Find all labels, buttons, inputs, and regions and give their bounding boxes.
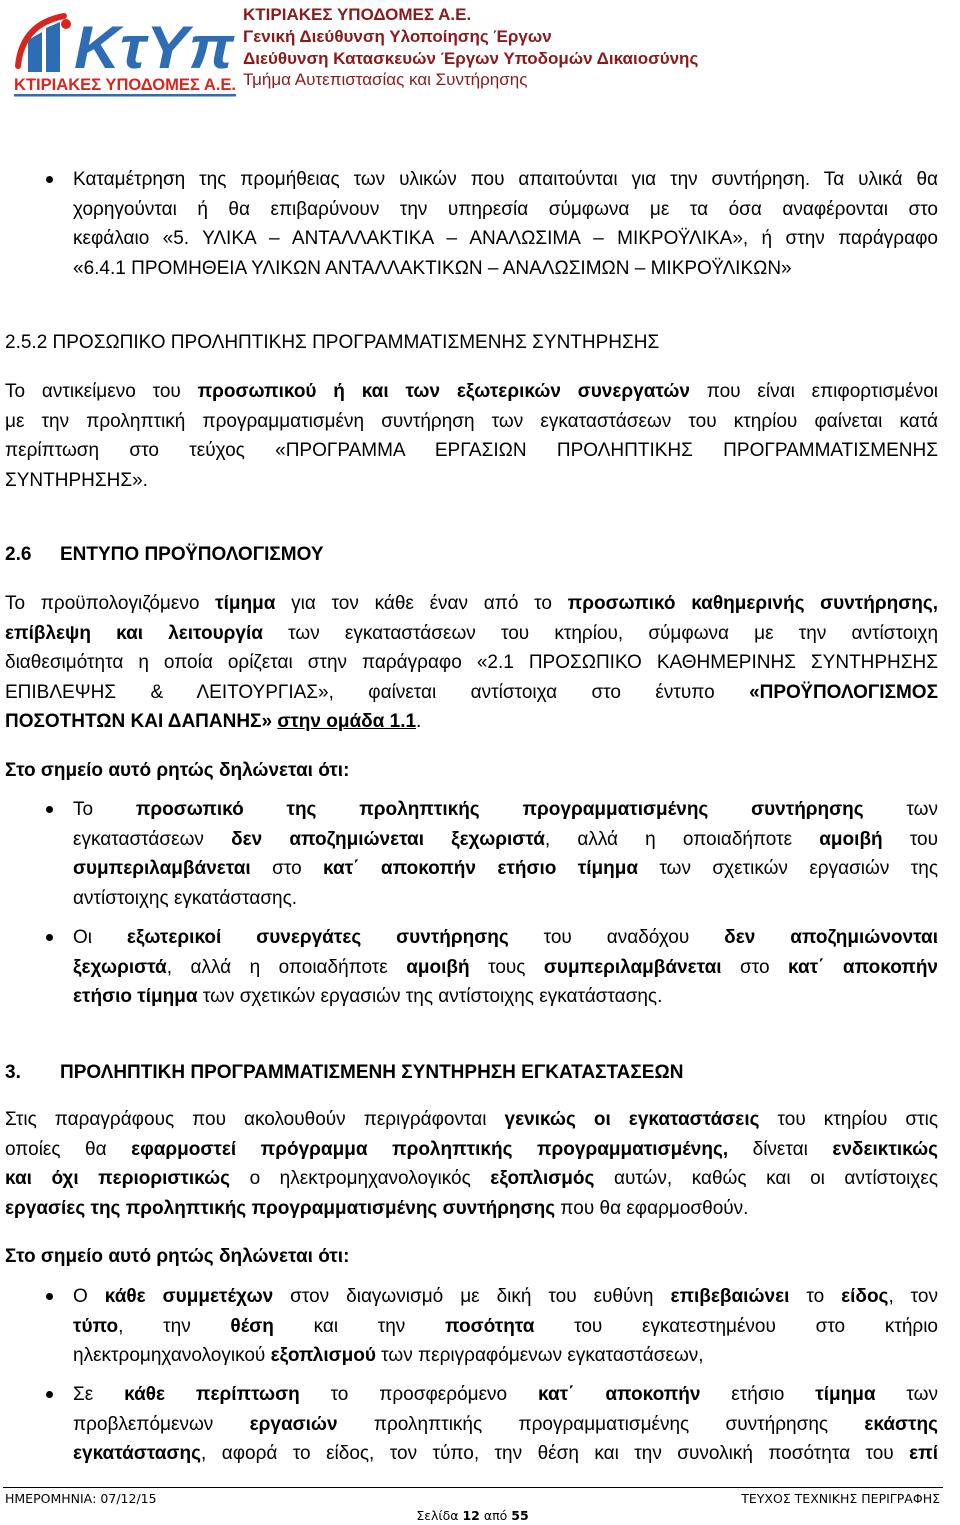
text-line <box>73 795 938 825</box>
section-3-number: 3. <box>5 1062 21 1083</box>
text-run: Το <box>73 799 136 820</box>
paragraph-budget <box>5 589 938 737</box>
bold-text-run: εξοπλισμού <box>270 1345 376 1366</box>
text-run: , αλλά η οποιαδήποτε <box>166 956 407 978</box>
text-run: που είναι επιφορτισμένοι <box>689 381 938 402</box>
bold-text-run: τύπο <box>73 1315 119 1337</box>
text-line <box>73 982 938 1012</box>
text-run: για τον κάθε έναν από το <box>275 593 568 614</box>
text-line <box>73 854 938 884</box>
text-line <box>73 1282 938 1312</box>
text-line <box>73 825 938 855</box>
text-run: το <box>789 1286 842 1307</box>
bold-text-run: εργασίες της προληπτικής προγραμματισμένης συντήρησης <box>5 1197 556 1219</box>
bold-text-run: ενδεικτικώς <box>832 1138 938 1160</box>
bold-text-run: αμοιβή <box>406 956 470 978</box>
footer-page-number <box>0 1508 945 1524</box>
text-line <box>73 254 938 284</box>
bold-text-run: εξοπλισμός <box>490 1168 595 1189</box>
bullet-icon <box>46 176 53 183</box>
text-line <box>5 619 938 649</box>
bold-text-run: κάθε συμμετέχων <box>104 1286 274 1307</box>
text-run: Στις παραγράφους που ακολουθούν περιγράφονται <box>5 1109 505 1130</box>
text-run: του <box>882 828 939 850</box>
text-run: του κτηρίου στις <box>759 1109 938 1130</box>
header-organization: ΚΤΙΡΙΑΚΕΣ ΥΠΟΔΟΜΕΣ Α.Ε. <box>243 5 472 24</box>
text-line <box>5 678 938 708</box>
text-run: Το προϋπολογιζόμενο <box>5 593 216 614</box>
text-run: στο <box>250 858 324 879</box>
text-run: , αφορά το είδος, τον τύπο, την θέση και την συνολική ποσότητα του <box>200 1443 910 1464</box>
text-run: Σε <box>73 1384 125 1405</box>
explicit-statement-heading: Στο σημείο αυτό ρητώς δηλώνεται ότι: <box>5 760 350 781</box>
text-run: οποίες θα <box>5 1138 132 1160</box>
text-run: ΕΠΙΒΛΕΨΗΣ & ΛΕΙΤΟΥΡΓΙΑΣ», φαίνεται αντίστοιχα στο έντυπο <box>5 681 750 703</box>
bold-text-run: προσωπικού ή και των εξωτερικών συνεργατών <box>197 381 690 402</box>
bold-text-run: δεν αποζημιώνονται <box>724 927 938 948</box>
bold-text-run: συμπεριλαμβάνεται <box>543 956 722 978</box>
bold-text-run: κατ΄ αποκοπήν <box>788 956 938 978</box>
text-run: στον διαγωνισμό με δική του ευθύνη <box>273 1286 671 1307</box>
text-line <box>73 224 938 254</box>
text-run: των <box>863 799 938 820</box>
bold-text-run: επί <box>909 1443 938 1464</box>
bold-text-run: κατ΄ αποκοπήν ετήσιο τίμημα <box>323 858 639 879</box>
page-of-label: από <box>483 1508 508 1523</box>
bold-text-run: δεν αποζημιώνεται ξεχωριστά <box>231 828 545 850</box>
text-run: ετήσιο <box>700 1384 816 1405</box>
section-3-title: ΠΡΟΛΗΠΤΙΚΗ ΠΡΟΓΡΑΜΜΑΤΙΣΜΕΝΗ ΣΥΝΤΗΡΗΣΗ ΕΓΚΑΤΑΣΤΑΣΕΩΝ <box>60 1062 684 1083</box>
text-run: . <box>416 711 422 732</box>
section-2-6-title: ΕΝΤΥΠΟ ΠΡΟΫΠΟΛΟΓΙΣΜΟΥ <box>60 544 324 565</box>
text-line <box>73 195 938 225</box>
section-2-5-2-heading: 2.5.2 ΠΡΟΣΩΠΙΚΟ ΠΡΟΛΗΠΤΙΚΗΣ ΠΡΟΓΡΑΜΜΑΤΙΣΜΕΝΗΣ ΣΥΝΤΗΡΗΣΗΣ <box>5 332 660 353</box>
company-logo <box>8 2 240 98</box>
bullet-partners <box>73 923 938 1012</box>
explicit-statement-heading: Στο σημείο αυτό ρητώς δηλώνεται ότι: <box>5 1246 350 1267</box>
bold-text-run: εκάστης <box>864 1413 938 1435</box>
text-run: ηλεκτρομηχανολογικού <box>73 1345 271 1366</box>
bold-text-run: επίβλεψη και λειτουργία <box>5 622 263 644</box>
text-run: των εγκαταστάσεων του κτηρίου, σύμφωνα με την αντίστοιχη <box>262 622 939 644</box>
text-line <box>73 1410 938 1440</box>
text-run: , τον <box>888 1286 938 1307</box>
text-run: προληπτικής προγραμματισμένης συντήρησης <box>337 1413 865 1435</box>
header-general-directorate: Γενική Διεύθυνση Υλοποίησης Έργων <box>243 27 552 46</box>
text-line <box>73 1380 938 1410</box>
bullet-participant <box>73 1282 938 1371</box>
text-line <box>5 407 938 437</box>
text-run: Οι <box>73 927 127 948</box>
text-run: , την <box>118 1315 231 1337</box>
bold-text-run: εγκατάστασης <box>73 1443 201 1464</box>
bold-text-run: ποσότητα <box>445 1315 535 1337</box>
text-run: των <box>875 1384 939 1405</box>
text-run: και την <box>273 1315 446 1337</box>
header-department: Τμήμα Αυτεπιστασίας και Συντήρησης <box>243 70 528 89</box>
text-run: ΣΥΝΤΗΡΗΣΗΣ». <box>5 469 148 491</box>
bold-text-run: κάθε περίπτωση <box>124 1384 300 1405</box>
bold-text-run: προσωπικό της προληπτικής προγραμματισμένης συντήρησης <box>135 799 864 820</box>
bold-text-run: αμοιβή <box>819 828 883 850</box>
text-run: του εγκατεστημένου στο κτήριο <box>534 1315 938 1337</box>
text-line <box>73 884 938 914</box>
bold-text-run: τίμημα <box>215 593 276 614</box>
text-run: των σχετικών εργασιών της <box>638 858 938 879</box>
text-run: , αλλά η οποιαδήποτε <box>544 828 820 850</box>
text-line <box>73 1312 938 1342</box>
text-line <box>73 1341 938 1371</box>
bullet-icon <box>46 1293 53 1300</box>
bullet-icon <box>46 1391 53 1398</box>
text-run: αντίστοιχης εγκατάστασης. <box>73 887 298 909</box>
bold-text-run: ξεχωριστά <box>73 956 167 978</box>
text-run: που θα εφαρμοσθούν. <box>555 1197 749 1219</box>
footer-date: ΗΜΕΡΟΜΗΝΙΑ: 07/12/15 <box>5 1491 157 1506</box>
footer-divider <box>3 1487 943 1488</box>
text-run: Το αντικείμενο του <box>5 381 198 402</box>
bold-text-run: είδος <box>841 1286 889 1307</box>
text-run: χορηγούνται ή θα επιβαρύνουν την υπηρεσία σύμφωνα με τα όσα αναφέρονται στο <box>73 198 938 220</box>
text-line <box>5 589 938 619</box>
bold-text-run: εξωτερικοί συνεργάτες συντήρησης <box>126 927 509 948</box>
logo-text: ΚΤΙΡΙΑΚΕΣ ΥΠΟΔΟΜΕΣ Α.Ε. <box>14 75 236 94</box>
text-line <box>5 436 938 466</box>
logo-emblem-icon <box>18 16 71 72</box>
text-line <box>5 1135 938 1165</box>
bold-text-run: και όχι περιοριστικώς <box>5 1168 231 1189</box>
bold-text-run: κατ΄ αποκοπήν <box>538 1384 701 1405</box>
text-run: περίπτωση στο τεύχος «ΠΡΟΓΡΑΜΜΑ ΕΡΓΑΣΙΩΝ ΠΡΟΛΗΠΤΙΚΗΣ ΠΡΟΓΡΑΜΜΑΤΙΣΜΕΝΗΣ <box>5 440 938 461</box>
bold-text-run: «ΠΡΟΫΠΟΛΟΓΙΣΜΟΣ <box>749 681 938 703</box>
bold-text-run: εργασιών <box>249 1413 338 1435</box>
text-run: των σχετικών εργασιών της αντίστοιχης εγκατάστασης. <box>197 986 663 1007</box>
text-line <box>5 1105 938 1135</box>
page-label: Σελίδα <box>416 1508 459 1523</box>
bold-text-run: θέση <box>230 1315 274 1337</box>
text-run: ο ηλεκτρομηχανολογικός <box>230 1168 491 1189</box>
text-line <box>73 953 938 983</box>
text-run: προβλεπόμενων <box>73 1413 250 1435</box>
bold-text-run: επιβεβαιώνει <box>670 1286 790 1307</box>
text-run: Ο <box>73 1286 105 1307</box>
bullet-icon <box>46 806 53 813</box>
bullet-materials <box>73 165 938 283</box>
text-run: τους <box>469 956 544 978</box>
text-line <box>5 1164 938 1194</box>
text-line <box>73 1439 938 1469</box>
bold-text-run: στην ομάδα 1.1 <box>277 711 417 732</box>
text-run: Καταμέτρηση της προμήθειας των υλικών που απαιτούνται για την συντήρηση. Τα υλικά θα <box>73 169 938 190</box>
text-run: δίνεται <box>728 1138 833 1160</box>
text-run: με την προληπτική προγραμματισμένη συντήρηση των εγκαταστάσεων του κτηρίου φαίνεται κατά <box>5 410 938 432</box>
bullet-staff <box>73 795 938 913</box>
header-directorate: Διεύθυνση Κατασκευών Έργων Υποδομών Δικαιοσύνης <box>243 49 699 68</box>
current-page: 12 <box>462 1508 480 1523</box>
bullet-price <box>73 1380 938 1469</box>
text-line <box>73 165 938 195</box>
bullet-icon <box>46 934 53 941</box>
text-line <box>5 377 938 407</box>
text-run: του αναδόχου <box>508 927 725 948</box>
text-run: εγκαταστάσεων <box>73 828 232 850</box>
bold-text-run: συμπεριλαμβάνεται <box>73 858 251 879</box>
total-pages: 55 <box>511 1508 529 1523</box>
text-run: το προσφερόμενο <box>299 1384 539 1405</box>
paragraph-personnel <box>5 377 938 495</box>
paragraph-installations <box>5 1105 938 1223</box>
text-run: αυτών, καθώς και οι αντίστοιχες <box>594 1168 938 1189</box>
bold-text-run: τίμημα <box>815 1384 876 1405</box>
bold-text-run: προσωπικό καθημερινής συντήρησης, <box>567 593 938 614</box>
text-run: διαθεσιμότητα η οποία ορίζεται στην παράγραφο «2.1 ΠΡΟΣΩΠΙΚΟ ΚΑΘΗΜΕΡΙΝΗΣ ΣΥΝΤΗΡΗΣΗΣ <box>5 652 938 673</box>
bold-text-run: ετήσιο τίμημα <box>73 986 198 1007</box>
logo-mark: KτYπ <box>74 14 236 81</box>
bold-text-run: γενικώς οι εγκαταστάσεις <box>504 1109 760 1130</box>
bold-text-run: ΠΟΣΟΤΗΤΩΝ ΚΑΙ ΔΑΠΑΝΗΣ» <box>5 711 273 732</box>
text-line <box>5 1194 938 1224</box>
text-line <box>5 466 938 496</box>
text-line <box>5 648 938 678</box>
text-line <box>73 923 938 953</box>
text-run: κεφάλαιο «5. ΥΛΙΚΑ – ΑΝΤΑΛΛΑΚΤΙΚΑ – ΑΝΑΛΩΣΙΜΑ – ΜΙΚΡΟΫΛΙΚΑ», ή στην παράγραφο <box>73 228 938 249</box>
section-2-6-number: 2.6 <box>5 544 32 565</box>
text-line <box>5 707 938 737</box>
text-run: «6.4.1 ΠΡΟΜΗΘΕΙΑ ΥΛΙΚΩΝ ΑΝΤΑΛΛΑΚΤΙΚΩΝ – ΑΝΑΛΩΣΙΜΩΝ – ΜΙΚΡΟΫΛΙΚΩΝ» <box>73 257 792 279</box>
footer-document-title: ΤΕΥΧΟΣ ΤΕΧΝΙΚΗΣ ΠΕΡΙΓΡΑΦΗΣ <box>741 1491 940 1506</box>
bold-text-run: εφαρμοστεί πρόγραμμα προληπτικής προγραμματισμένης, <box>131 1138 729 1160</box>
text-run: στο <box>721 956 789 978</box>
text-run: των περιγραφόμενων εγκαταστάσεων, <box>375 1345 704 1366</box>
